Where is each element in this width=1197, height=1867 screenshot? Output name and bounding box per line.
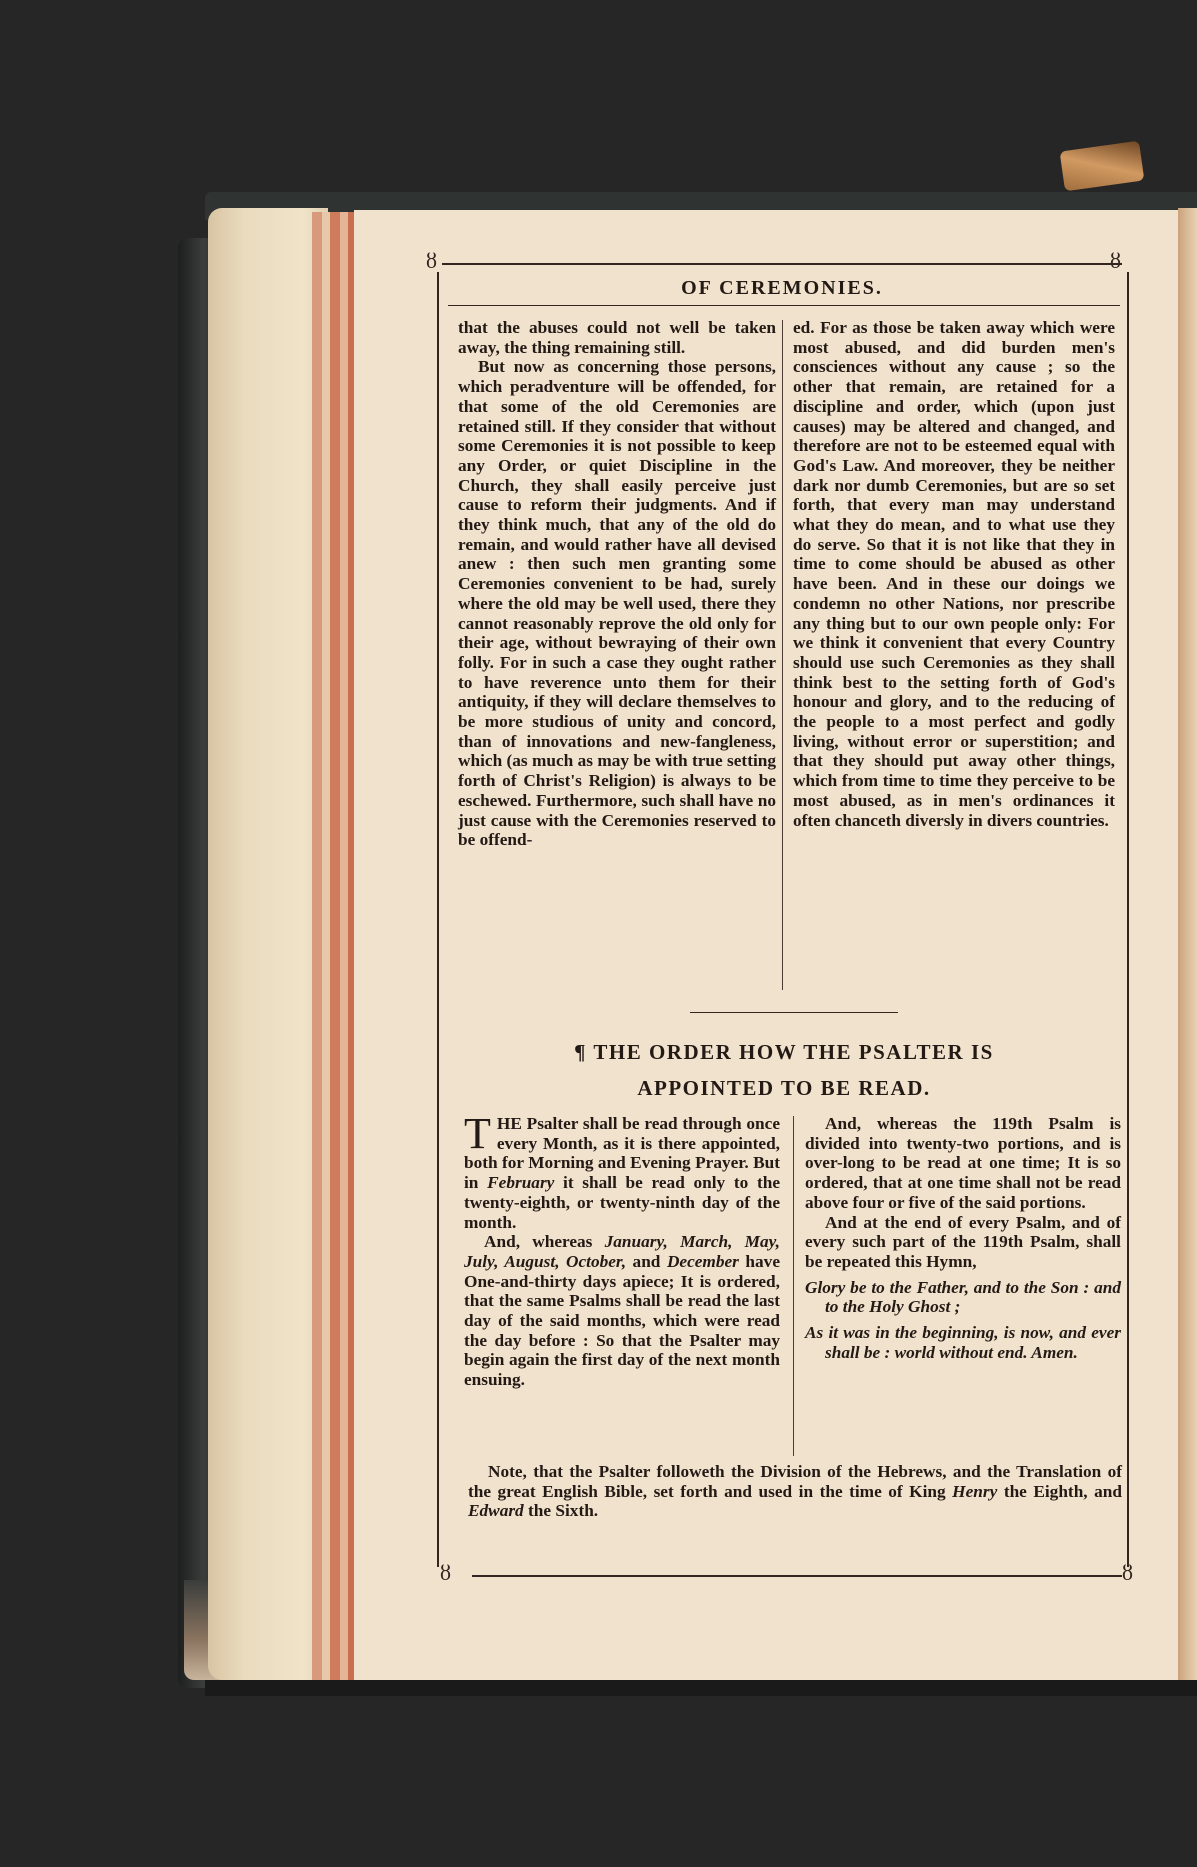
paragraph: And, whereas the 119th Psalm is divided into twenty-two portions, and is over-long to be read at one time; It is so ordered, that at one time shall not be read above four or five of the said portions.: [805, 1114, 1121, 1212]
text-run: and: [632, 1251, 661, 1271]
section-title: ¶ THE ORDER HOW THE PSALTER IS: [574, 1040, 994, 1064]
ceremonies-column-right: [793, 318, 1115, 830]
frame-rule-right: [1127, 272, 1129, 1567]
paragraph: And at the end of every Psalm, and of every such part of the 119th Psalm, shall be repeated this Hymn,: [805, 1212, 1121, 1271]
corner-ornament-icon: ȣ: [426, 248, 437, 273]
frame-rule-bottom: [472, 1575, 1122, 1577]
ceremonies-column-left: [458, 318, 776, 850]
king-name: Henry: [952, 1481, 998, 1501]
text-run: HE Psalter shall be read through once every Month, as it is there appointed, both for Morning and Evening Prayer. But in: [464, 1114, 780, 1193]
column-divider: [782, 320, 783, 990]
corner-ornament-icon: ȣ: [1122, 1560, 1133, 1585]
paragraph: ed. For as those be taken away which were most abused, and did burden men's consciences without any cause ; so the other that remain, are retained for a discipline and order, which (upon just causes) may be altered and changed, and therefore are not to be esteemed equal with God's Law. And moreover, they be neither dark nor dumb Ceremonies, but are so set forth, that every man may understand what they do mean, and to what use they do serve. So that it is not like that they in time to come should be abused as other have been. And in these our doings we condemn no other Nations, nor prescribe any thing but to our own people only: For we think it convenient that every Country should use such Ceremonies as they shall think best to the setting forth of God's honour and glory, and to the reducing of the people to a most perfect and godly living, without error or superstition; and that they should put away other things, which from time to time they perceive to be most abused, as in men's ordinances it often chanceth diversly in divers countries.: [793, 318, 1115, 830]
loose-thread: [1060, 141, 1145, 192]
psalter-column-left: [464, 1109, 781, 1390]
page-title: OF CEREMONIES.: [681, 277, 883, 299]
text-run: the Eighth, and: [1003, 1481, 1122, 1501]
psalter-column-right: [805, 1114, 1121, 1362]
corner-ornament-icon: ȣ: [1110, 248, 1121, 273]
page-edge: [312, 212, 322, 1680]
frame-rule-left: [437, 272, 439, 1567]
text-run: And, whereas: [484, 1232, 593, 1252]
text-run: have One-and-thirty days apiece; It is ordered, that the same Psalms shall be read the last day of the said months, which were read the day before : So that the Psalter may begin again the first day of the next month ensuing.: [464, 1251, 780, 1390]
drop-cap: T: [464, 1109, 491, 1158]
next-page-edge: [1178, 208, 1197, 1680]
page-edge: [340, 212, 348, 1680]
frame-rule-top: [442, 263, 1122, 265]
month-names: January, March, May, July, August, October,: [464, 1232, 780, 1271]
book-bottom-edge: [205, 1680, 1197, 1696]
paragraph: [468, 1462, 1122, 1521]
section-rule: [690, 1012, 898, 1013]
text-run: the Sixth.: [528, 1501, 599, 1521]
corner-ornament-icon: ȣ: [440, 1560, 451, 1585]
text-run: it shall be read only to the twenty-eighth, or twenty-ninth day of the month.: [464, 1173, 781, 1232]
page-edge: [322, 212, 330, 1680]
month-name: February: [487, 1173, 555, 1193]
gloria-verse: Glory be to the Father, and to the Son : and to the Holy Ghost ;: [805, 1277, 1121, 1317]
flyleaf: [208, 208, 328, 1680]
king-name: Edward: [468, 1501, 524, 1521]
page-edge: [330, 212, 340, 1680]
paragraph: that the abuses could not well be taken away, the thing remaining still.: [458, 318, 776, 357]
section-title: APPOINTED TO BE READ.: [637, 1076, 931, 1100]
gloria-verse: As it was in the beginning, is now, and ever shall be : world without end. Amen.: [805, 1323, 1121, 1362]
column-divider: [793, 1116, 794, 1456]
header-rule: [448, 305, 1120, 306]
text-run: Note, that the Psalter followeth the Division of the Hebrews, and the Translation of the great English Bible, set forth and used in the time of King: [468, 1462, 1122, 1501]
month-name: December: [666, 1251, 739, 1271]
psalter-note: [468, 1462, 1122, 1521]
paragraph: [464, 1109, 781, 1232]
paragraph: But now as concerning those persons, which peradventure will be offended, for that some of the old Ceremonies are retained still. If they consider that without some Ceremonies it is not possible to keep any Order, or quiet Discipline in the Church, they shall easily perceive just cause to reform their judgments. And if they think much, that any of the old do remain, and would rather have all devised anew : then such men granting some Ceremonies convenient to be had, surely where the old may be well used, there they cannot reasonably reprove the old only for their age, without bewraying of their own folly. For in such a case they ought rather to have reverence unto them for their antiquity, if they will declare themselves to be more studious of unity and concord, than of innovations and new-fangleness, which (as much as may be with true setting forth of Christ's Religion) is always to be eschewed. Furthermore, such shall have no just cause with the Ceremonies reserved to be offend-: [458, 357, 776, 850]
paragraph: [464, 1232, 780, 1390]
